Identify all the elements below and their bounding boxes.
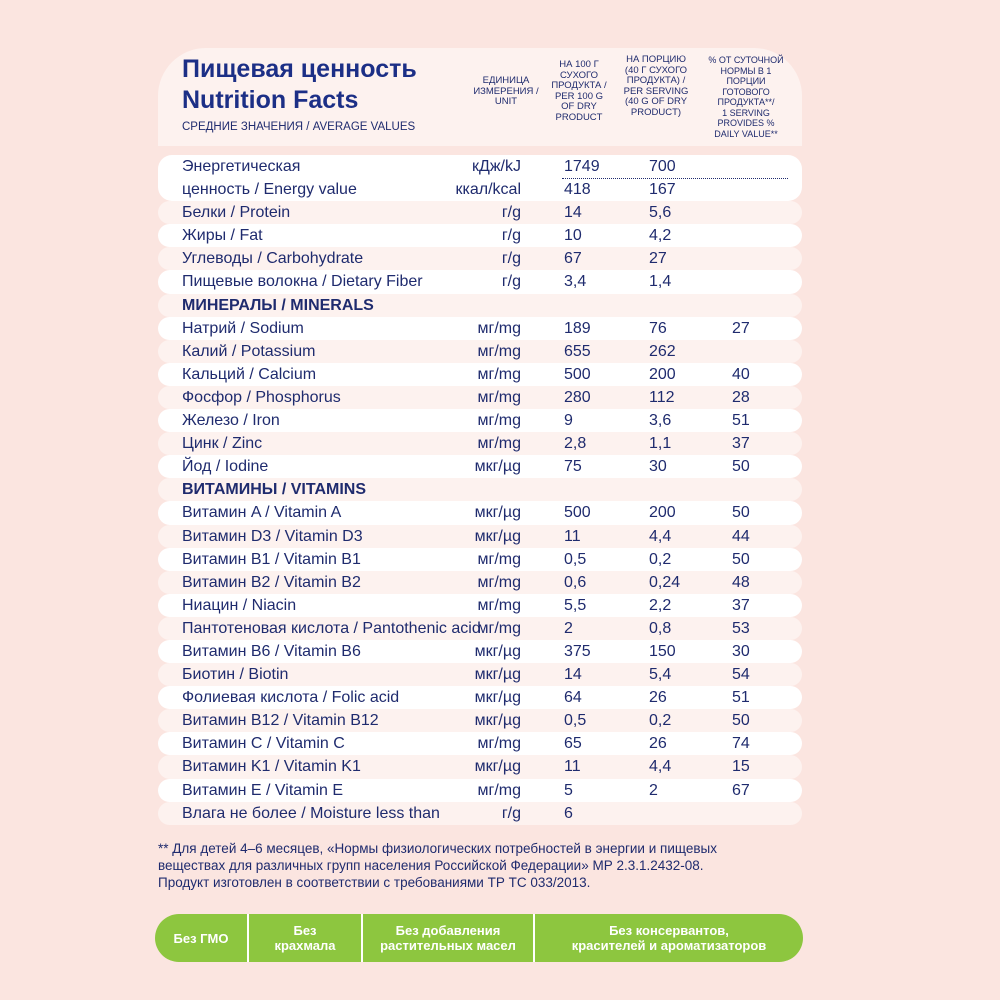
value-per-serving: 4,2: [649, 227, 672, 245]
value-per-serving: 30: [649, 458, 667, 476]
value-per-100g: 280: [564, 388, 591, 406]
energy-kj-serving: 700: [649, 158, 676, 175]
footnote: [158, 840, 818, 891]
badge-no-vegetable-oils: Без добавления растительных масел: [380, 923, 516, 953]
value-per-serving: 3,6: [649, 412, 672, 430]
daily-value-percent: 53: [732, 619, 750, 637]
daily-value-percent: 15: [732, 758, 750, 776]
nutrient-row: [158, 640, 802, 663]
energy-unit-kcal: ккал/kcal: [455, 181, 521, 198]
value-per-serving: 1,4: [649, 273, 672, 291]
nutrient-unit: мкг/µg: [474, 758, 521, 776]
daily-value-percent: 44: [732, 527, 750, 545]
nutrient-row: [158, 525, 802, 548]
nutrient-row: [158, 409, 802, 432]
nutrient-row: [158, 548, 802, 571]
nutrient-label: Витамин B2 / Vitamin B2: [182, 573, 361, 591]
column-header-daily-value: % ОТ СУТОЧНОЙ НОРМЫ В 1 ПОРЦИИ ГОТОВОГО ПРОДУКТА**/ 1 SERVING PROVIDES % DAILY VALUE**: [708, 55, 784, 139]
energy-label-line2: ценность / Energy value: [182, 181, 357, 198]
nutrient-label: Витамин A / Vitamin A: [182, 504, 342, 522]
nutrient-label: Углеводы / Carbohydrate: [182, 250, 364, 268]
value-per-100g: 9: [564, 412, 573, 430]
value-per-100g: 500: [564, 504, 591, 522]
value-per-100g: 375: [564, 642, 591, 660]
value-per-serving: 1,1: [649, 435, 672, 453]
column-header-unit: ЕДИНИЦА ИЗМЕРЕНИЯ / UNIT: [473, 75, 539, 107]
energy-row: [158, 155, 802, 201]
daily-value-percent: 74: [732, 735, 750, 753]
value-per-serving: 200: [649, 365, 676, 383]
value-per-100g: 10: [564, 227, 582, 245]
nutrient-unit: мг/mg: [477, 435, 521, 453]
badge-no-preservatives: Без консервантов, красителей и ароматизаторов: [571, 923, 767, 953]
nutrient-unit: мг/mg: [477, 365, 521, 383]
daily-value-percent: 50: [732, 712, 750, 730]
nutrient-label: Пантотеновая кислота / Pantothenic acid: [182, 619, 481, 637]
nutrient-label: Кальций / Calcium: [182, 365, 317, 383]
value-per-100g: 0,6: [564, 573, 587, 591]
footnote-line-2: веществах для различных групп населения Российской Федерации» МР 2.3.1.2432-08.: [158, 858, 704, 873]
value-per-serving: 2,2: [649, 596, 672, 614]
value-per-100g: 67: [564, 250, 582, 268]
nutrient-rows: [158, 201, 802, 825]
value-per-100g: 11: [564, 758, 581, 776]
daily-value-percent: 30: [732, 642, 750, 660]
nutrient-label: Железо / Iron: [182, 412, 280, 430]
nutrient-label: Витамин B6 / Vitamin B6: [182, 642, 361, 660]
value-per-serving: 4,4: [649, 758, 672, 776]
nutrient-unit: г/g: [501, 273, 521, 291]
nutrient-label: Фолиевая кислота / Folic acid: [182, 689, 400, 707]
nutrient-label: Йод / Iodine: [182, 458, 269, 476]
nutrient-unit: мкг/µg: [474, 458, 521, 476]
energy-kcal-per100: 418: [564, 181, 591, 198]
value-per-serving: 2: [649, 781, 658, 799]
nutrient-row: [158, 340, 802, 363]
nutrient-row: [158, 709, 802, 732]
nutrient-unit: мг/mg: [477, 319, 521, 337]
nutrient-unit: мкг/µg: [474, 527, 521, 545]
nutrient-unit: мг/mg: [477, 781, 521, 799]
nutrient-row: [158, 201, 802, 224]
title-ru: Пищевая ценность: [182, 55, 417, 83]
value-per-serving: 0,2: [649, 550, 672, 568]
energy-divider: [562, 178, 788, 179]
nutrient-unit: г/g: [501, 204, 521, 222]
energy-unit-kj: кДж/kJ: [472, 158, 521, 175]
nutrient-label: Калий / Potassium: [182, 342, 316, 360]
nutrient-row: [158, 363, 802, 386]
value-per-100g: 14: [564, 204, 582, 222]
nutrient-row: [158, 501, 802, 524]
value-per-serving: 76: [649, 319, 667, 337]
value-per-serving: 0,8: [649, 619, 672, 637]
nutrient-row: [158, 686, 802, 709]
daily-value-percent: 37: [732, 596, 750, 614]
nutrient-unit: мг/mg: [477, 550, 521, 568]
daily-value-percent: 51: [732, 689, 750, 707]
nutrient-label: Витамин C / Vitamin C: [182, 735, 345, 753]
value-per-100g: 0,5: [564, 550, 587, 568]
daily-value-percent: 40: [732, 365, 750, 383]
nutrient-label: Витамин D3 / Vitamin D3: [182, 527, 363, 545]
value-per-serving: 5,4: [649, 666, 672, 684]
value-per-100g: 6: [564, 804, 573, 822]
nutrient-label: Витамин B12 / Vitamin B12: [182, 712, 379, 730]
nutrient-unit: г/g: [501, 804, 521, 822]
nutrient-label: Жиры / Fat: [182, 227, 263, 245]
nutrient-row: [158, 224, 802, 247]
nutrient-row: [158, 386, 802, 409]
nutrient-row: [158, 594, 802, 617]
daily-value-percent: 51: [732, 412, 750, 430]
section-title: МИНЕРАЛЫ / MINERALS: [182, 296, 374, 314]
footnote-line-3: Продукт изготовлен в соответствии с требованиями ТР ТС 033/2013.: [158, 875, 591, 890]
nutrient-unit: мг/mg: [477, 412, 521, 430]
badge-no-starch: Без крахмала: [274, 923, 336, 953]
daily-value-percent: 67: [732, 781, 750, 799]
nutrient-label: Витамин K1 / Vitamin K1: [182, 758, 361, 776]
nutrient-unit: мг/mg: [477, 388, 521, 406]
value-per-100g: 189: [564, 319, 591, 337]
daily-value-percent: 37: [732, 435, 750, 453]
title-en: Nutrition Facts: [182, 86, 359, 114]
value-per-serving: 112: [649, 388, 675, 406]
energy-kj-per100: 1749: [564, 158, 600, 175]
daily-value-percent: 50: [732, 550, 750, 568]
nutrient-label: Цинк / Zinc: [182, 435, 263, 453]
footnote-line-1: ** Для детей 4–6 месяцев, «Нормы физиологических потребностей в энергии и пищевых: [158, 841, 717, 856]
daily-value-percent: 54: [732, 666, 750, 684]
nutrient-unit: мкг/µg: [474, 642, 521, 660]
value-per-100g: 5,5: [564, 596, 587, 614]
nutrient-label: Витамин E / Vitamin E: [182, 781, 344, 799]
value-per-serving: 26: [649, 689, 667, 707]
section-header-row: [158, 294, 802, 317]
value-per-serving: 150: [649, 642, 676, 660]
nutrient-label: Биотин / Biotin: [182, 666, 289, 684]
value-per-100g: 14: [564, 666, 582, 684]
nutrient-label: Натрий / Sodium: [182, 319, 304, 337]
value-per-100g: 2: [564, 619, 573, 637]
value-per-100g: 0,5: [564, 712, 587, 730]
nutrient-row: [158, 432, 802, 455]
energy-kcal-serving: 167: [649, 181, 676, 198]
nutrient-unit: мкг/µg: [474, 712, 521, 730]
value-per-serving: 27: [649, 250, 667, 268]
nutrient-label: Влага не более / Moisture less than: [182, 804, 440, 822]
daily-value-percent: 50: [732, 504, 750, 522]
daily-value-percent: 50: [732, 458, 750, 476]
value-per-100g: 11: [564, 527, 581, 545]
energy-label-line1: Энергетическая: [182, 158, 301, 175]
value-per-serving: 0,2: [649, 712, 672, 730]
nutrient-row: [158, 779, 802, 802]
nutrient-unit: мг/mg: [477, 735, 521, 753]
column-header-serving: НА ПОРЦИЮ (40 Г СУХОГО ПРОДУКТА) / PER SERVING (40 G OF DRY PRODUCT): [623, 54, 689, 118]
column-header-per100: НА 100 Г СУХОГО ПРОДУКТА / PER 100 G OF DRY PRODUCT: [551, 59, 607, 123]
nutrient-row: [158, 732, 802, 755]
value-per-serving: 262: [649, 342, 676, 360]
nutrient-unit: мкг/µg: [474, 504, 521, 522]
feature-badges-bar: [155, 914, 803, 962]
value-per-100g: 500: [564, 365, 591, 383]
value-per-serving: 200: [649, 504, 676, 522]
nutrient-row: [158, 571, 802, 594]
nutrient-unit: г/g: [501, 227, 521, 245]
nutrient-unit: мг/mg: [477, 342, 521, 360]
nutrition-table: [158, 155, 802, 825]
value-per-100g: 2,8: [564, 435, 587, 453]
nutrient-row: [158, 247, 802, 270]
nutrient-unit: мг/mg: [477, 596, 521, 614]
nutrient-row: [158, 317, 802, 340]
nutrient-label: Витамин B1 / Vitamin B1: [182, 550, 361, 568]
nutrient-unit: мг/mg: [477, 619, 521, 637]
nutrient-label: Фосфор / Phosphorus: [182, 388, 341, 406]
value-per-serving: 5,6: [649, 204, 672, 222]
value-per-100g: 65: [564, 735, 582, 753]
nutrient-row: [158, 663, 802, 686]
daily-value-percent: 27: [732, 319, 750, 337]
nutrient-unit: мкг/µg: [474, 666, 521, 684]
value-per-serving: 26: [649, 735, 667, 753]
value-per-100g: 64: [564, 689, 582, 707]
value-per-serving: 0,24: [649, 573, 681, 591]
subtitle: СРЕДНИЕ ЗНАЧЕНИЯ / AVERAGE VALUES: [182, 121, 416, 133]
value-per-100g: 5: [564, 781, 573, 799]
nutrient-row: [158, 802, 802, 825]
value-per-serving: 4,4: [649, 527, 672, 545]
daily-value-percent: 48: [732, 573, 750, 591]
nutrient-label: Ниацин / Niacin: [182, 596, 297, 614]
nutrient-row: [158, 755, 802, 778]
value-per-100g: 75: [564, 458, 582, 476]
nutrient-label: Пищевые волокна / Dietary Fiber: [182, 273, 423, 291]
daily-value-percent: 28: [732, 388, 750, 406]
value-per-100g: 655: [564, 342, 591, 360]
badge-no-gmo: Без ГМО: [173, 930, 229, 946]
nutrient-unit: мкг/µg: [474, 689, 521, 707]
nutrient-row: [158, 455, 802, 478]
nutrient-row: [158, 270, 802, 293]
nutrient-row: [158, 617, 802, 640]
nutrient-unit: г/g: [501, 250, 521, 268]
section-title: ВИТАМИНЫ / VITAMINS: [182, 481, 367, 499]
nutrient-unit: мг/mg: [477, 573, 521, 591]
value-per-100g: 3,4: [564, 273, 587, 291]
nutrient-label: Белки / Protein: [182, 204, 291, 222]
section-header-row: [158, 478, 802, 501]
